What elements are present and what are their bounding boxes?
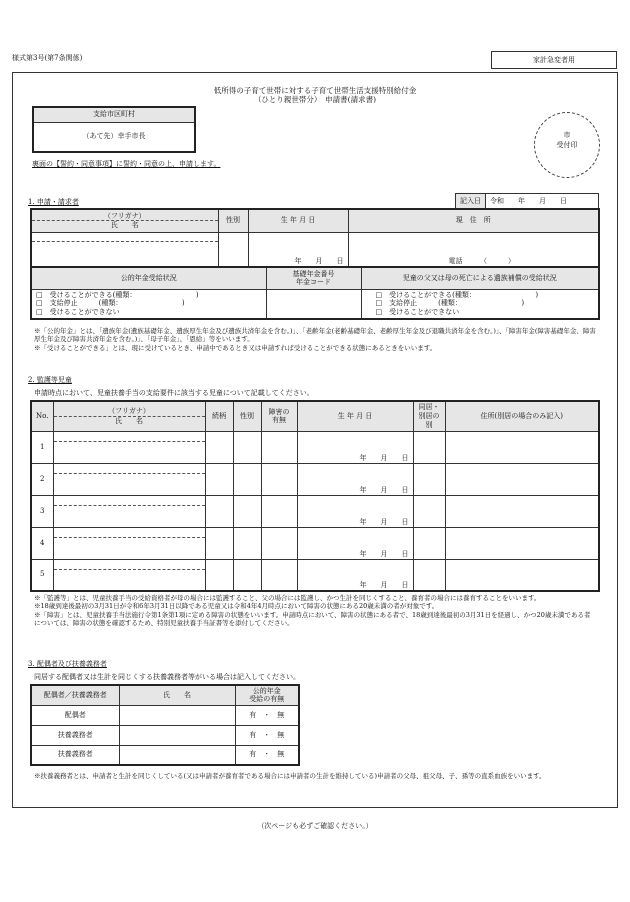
applicant-furigana-label: （フリガナ） [32,212,218,222]
note1-1: ※「公的年金」とは、「遺族年金(遺族基礎年金、遺族厚生年金及び遺族共済年金を含む。)」、「老齢年金(老齢基礎年金、老齢厚生年金及び退職共済年金を含む。)」、「障害年金(障害基礎年金、障害厚生年金及び障害共済年金を含む。)」、「母子年金」、「恩給」等をいいます。 [34,327,596,344]
row-pension-choice[interactable]: 有 ・ 無 [235,725,299,745]
table-row [31,463,599,495]
row-pension-choice[interactable]: 有 ・ 無 [235,705,299,725]
col-cohab-1: 同居・ [418,403,440,412]
row-furigana-input[interactable] [54,432,205,442]
row-dob-input[interactable]: 年 月 日 [297,527,413,559]
form-title [12,86,618,105]
row-no: 2 [31,463,53,495]
section3-title: 3. 配偶者及び扶養義務者 [28,660,107,668]
col-address: 住所(別居の場合のみ記入) [445,401,599,431]
children-table [30,400,600,592]
row-no: 1 [31,431,53,463]
note2-3: ※「障害」とは、児童扶養手当法施行令第1条第1項に定める障害の状態をいいます。申請時点において、障害の状態にある者で、18歳到達後最初の3月31日を経過し、かつ20歳未満である者については、障害の状態を確認するため、特別児童扶養手当証書等を添付してください。 [34,610,591,628]
section1-title: 1. 申請・請求者 [28,198,79,206]
applicant-table [30,208,600,268]
entry-date-value[interactable]: 令和 年 月 日 [486,194,599,209]
row-disability-input[interactable] [261,559,297,591]
col-cohab-2: 別居の [418,411,440,420]
row-no: 4 [31,527,53,559]
form-number: 様式第3号(第7条関係) [12,54,83,62]
col-dob: 生 年 月 日 [297,401,413,431]
row-no: 3 [31,495,53,527]
title-line1: 低所得の子育て世帯に対する子育て世帯生活支援特別給付金 [213,86,417,95]
row-relation-input[interactable] [205,559,233,591]
row-sex-input[interactable] [233,559,261,591]
survivor-status-label: 児童の父又は母の死亡による遺族補償の受給状況 [361,267,599,289]
notes-section1 [34,327,596,352]
survivor-option-1[interactable]: □ 受けることができる(種類： ) [375,290,539,299]
applicant-address-label: 現 住 所 [348,209,599,232]
section2-title: 2. 監護等児童 [28,376,72,384]
table-row [31,745,299,765]
row-cohab-input[interactable] [413,559,445,591]
row-sex-input[interactable] [233,463,261,495]
municipality-label: 支給市区町村 [33,107,195,122]
table-row [31,559,599,591]
row-cohab-input[interactable] [413,431,445,463]
col-furigana: （フリガナ） [54,407,205,417]
applicant-dob-input[interactable]: 年 月 日 [248,232,348,267]
row-address-input[interactable] [445,431,599,463]
notes-section3: ※扶養義務者とは、申請者と生計を同じくしている(又は申請者が養育者である場合には申請者の生計を維持している)申請者の父母、祖父母、子、孫等の直系血族をいいます。 [34,772,546,780]
pension-code-label-1: 基礎年金番号 [292,269,335,278]
row-furigana-input[interactable] [54,528,205,538]
row-pension-choice[interactable]: 有 ・ 無 [235,745,299,765]
col-cohab-3: 別 [425,420,433,429]
row-cohab-input[interactable] [413,463,445,495]
pension-code-label-2: 年金コード [296,278,331,287]
col-no: No. [31,401,53,431]
footer-note: （次ページも必ずご確認ください。） [257,822,373,830]
row-address-input[interactable] [445,527,599,559]
pension-option-3[interactable]: □ 受けることができない [36,308,120,317]
title-line2: （ひとり親世帯分） 申請書(請求書) [253,95,377,105]
pension-code-input[interactable] [266,289,361,319]
urgent-box: 家計急変者用 [491,51,617,69]
note2-2: ※18歳到達後最初の3月31日が令和6年3月31日以降である児童又は令和4年4月時点において障害の状態にある20歳未満の者が対象です。 [34,602,439,611]
row-sex-input[interactable] [233,527,261,559]
pledge-text: 裏面の【誓約・同意事項】に誓約・同意の上、申請します。 [32,160,221,168]
row-relation-input[interactable] [205,431,233,463]
spouse-table [30,684,300,766]
row-dob-input[interactable]: 年 月 日 [297,431,413,463]
applicant-furigana-input[interactable] [32,233,218,242]
row-cohab-input[interactable] [413,495,445,527]
row-disability-input[interactable] [261,431,297,463]
section2-intro: 申請時点において、児童扶養手当の支給要件に該当する児童について記載してください。 [34,389,314,397]
row-name-input[interactable] [119,745,235,765]
col-pension-1: 公的年金 [252,686,281,695]
row-relation-input[interactable] [205,495,233,527]
notes-section2 [34,594,596,628]
applicant-name-input[interactable] [32,242,218,266]
row-dob-input[interactable]: 年 月 日 [297,463,413,495]
row-sex-input[interactable] [233,431,261,463]
entry-date [455,193,599,209]
pension-table [30,266,600,320]
municipality-value: （あて先）幸手市長 [33,122,195,152]
col-sex: 性別 [233,401,261,431]
applicant-sex-input[interactable] [218,232,248,267]
note1-2: ※「受けることができる」とは、現に受けているとき、申請中であるとき又は申請すれば受けることができる状態にあるときをいいます。 [34,343,437,352]
row-sex-input[interactable] [233,495,261,527]
row-furigana-input[interactable] [54,464,205,474]
col-type: 配偶者／扶養義務者 [31,685,119,705]
section3-intro: 同居する配偶者又は生計を同じくする扶養義務者等がいる場合は記入してください。 [34,673,300,681]
row-address-input[interactable] [445,495,599,527]
row-disability-input[interactable] [261,495,297,527]
table-row [31,527,599,559]
pension-option-1[interactable]: □ 受けることができる(種類： ) [36,290,199,299]
row-name-input[interactable] [119,725,235,745]
entry-date-label: 記入日 [456,194,486,209]
table-row [31,431,599,463]
col-relation: 続柄 [205,401,233,431]
col-disability-2: 有無 [272,416,286,425]
table-row [31,705,299,725]
survivor-option-3[interactable]: □ 受けることができない [375,308,460,317]
survivor-option-2[interactable]: □ 支給停止 (種類： ) [375,299,525,308]
col-pension-2: 受給の有無 [249,695,285,704]
row-furigana-input[interactable] [54,496,205,506]
reception-stamp [534,112,600,178]
row-type: 配偶者 [31,705,119,725]
municipality-box [32,106,196,153]
row-address-input[interactable] [445,559,599,591]
row-disability-input[interactable] [261,463,297,495]
row-relation-input[interactable] [205,463,233,495]
applicant-name-label: 氏 名 [110,221,139,230]
row-address-input[interactable] [445,463,599,495]
col-name: 氏 名 [115,416,143,425]
table-row [31,495,599,527]
row-name-input[interactable] [119,705,235,725]
pension-status-label: 公的年金受給状況 [31,267,266,289]
applicant-address-input[interactable]: 電話 （ ） [348,232,599,267]
row-dob-input[interactable]: 年 月 日 [297,495,413,527]
row-type: 扶養義務者 [31,745,119,765]
applicant-sex-label: 性別 [218,209,248,232]
table-row [31,725,299,745]
row-furigana-input[interactable] [54,560,205,570]
note2-1: ※「監護等」とは、児童扶養手当の受給資格者が母の場合には監護すること、父の場合には監護し、かつ生計を同じくすること、養育者の場合には養育することをいいます。 [34,594,541,602]
row-no: 5 [31,559,53,591]
row-relation-input[interactable] [205,527,233,559]
row-dob-input[interactable]: 年 月 日 [297,559,413,591]
stamp-line1: 市 [563,131,571,139]
col-spouse-name: 氏 名 [119,685,235,705]
stamp-line2: 受付印 [556,140,578,149]
row-type: 扶養義務者 [31,725,119,745]
col-disability-1: 障害の [268,407,290,416]
applicant-dob-label: 生 年 月 日 [248,209,348,232]
row-disability-input[interactable] [261,527,297,559]
pension-option-2[interactable]: □ 支給停止 (種類： ) [36,299,185,308]
row-cohab-input[interactable] [413,527,445,559]
